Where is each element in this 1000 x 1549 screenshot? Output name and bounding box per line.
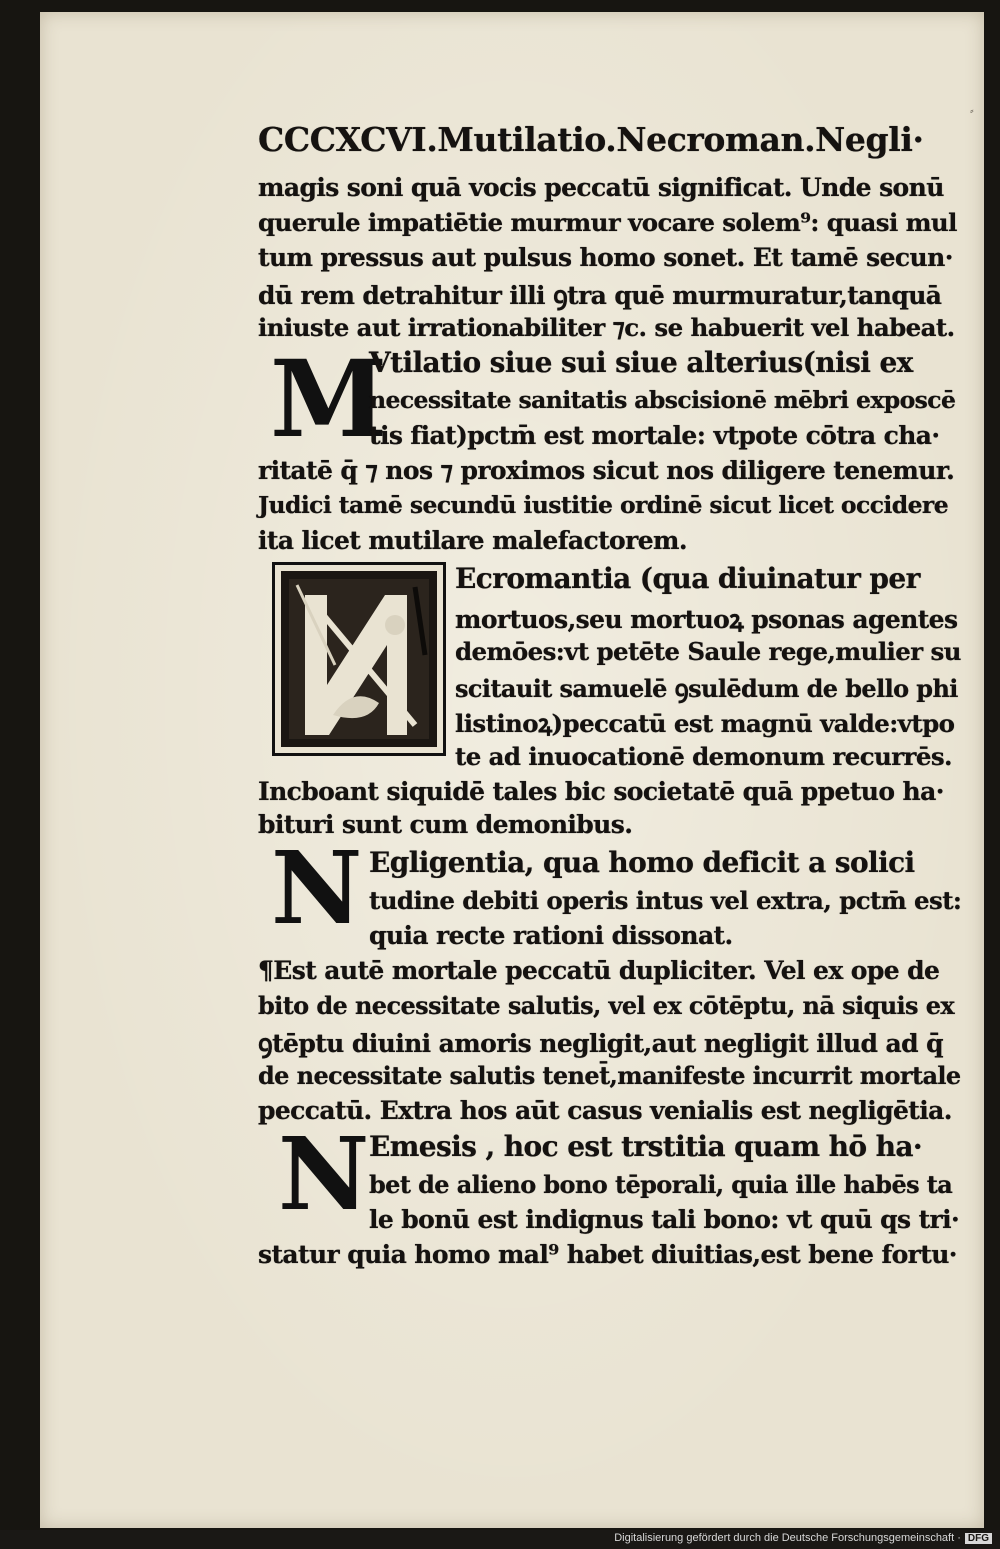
text-line: Incboant siquidē tales bic societatē quā ppetuo ha·	[258, 777, 944, 806]
text-line: bito de necessitate salutis, vel ex cōtēptu, nā siquis ex	[258, 991, 955, 1020]
text-line: bituri sunt cum demonibus.	[258, 810, 633, 839]
text-line: tis fiat)pctm̄ est mortale: vtpote cōtra cha·	[369, 421, 940, 450]
text-line: Emesis , hoc est trstitia quam hō ha·	[369, 1130, 923, 1163]
text-line: quia recte rationi dissonat.	[369, 921, 733, 950]
text-line: demōes:vt petēte Saule rege,mulier su	[455, 637, 961, 666]
text-line: necessitate sanitatis abscisionē mēbri exposcē	[369, 386, 956, 414]
marginal-mark: ⸗	[970, 104, 974, 117]
text-line: Ecromantia (qua diuinatur per	[455, 562, 920, 595]
credit-text: Digitalisierung gefördert durch die Deutsche Forschungsgemeinschaft ·	[614, 1532, 961, 1544]
dfg-logo: DFG	[965, 1533, 992, 1544]
woodcut-initial-n	[272, 562, 446, 756]
text-line: querule impatiētie murmur vocare solem⁹: quasi mul	[258, 208, 957, 237]
text-line: tum pressus aut pulsus homo sonet. Et tamē secun·	[258, 243, 953, 272]
text-line: tudine debiti operis intus vel extra, pctm̄ est:	[369, 886, 962, 915]
text-line: dū rem detrahitur illi ꝯtra quē murmuratur,tanquā	[258, 281, 942, 310]
text-line: ¶Est autē mortale peccatū dupliciter. Vel ex ope de	[258, 956, 940, 985]
text-line: le bonū est indignus tali bono: vt quū qs tri·	[369, 1205, 960, 1234]
text-line: Vtilatio siue sui siue alterius(nisi ex	[369, 346, 913, 379]
initial-capital-n: N	[278, 1115, 370, 1233]
text-line: ritatē q̄ ⁊ nos ⁊ proximos sicut nos diligere tenemur.	[258, 456, 955, 485]
page-heading: CCCXCVI.Mutilatio.Necroman.Negli·	[258, 120, 924, 159]
text-line: de necessitate salutis tenet̄,manifeste incurrit mortale	[258, 1061, 961, 1090]
woodcut-illustration-icon	[275, 565, 443, 753]
text-line: mortuos,seu mortuoꝝ psonas agentes	[455, 605, 958, 634]
digitization-credit	[614, 1532, 992, 1544]
text-line: bet de alieno bono tēporali, quia ille habēs ta	[369, 1170, 953, 1199]
text-line: te ad inuocationē demonum recurrēs.	[455, 742, 952, 771]
text-line: peccatū. Extra hos aūt casus venialis est negligētia.	[258, 1096, 952, 1125]
text-line: statur quia homo mal⁹ habet diuitias,est bene fortu·	[258, 1240, 957, 1269]
text-line: ita licet mutilare malefactorem.	[258, 526, 687, 555]
initial-capital-n: N	[271, 829, 363, 947]
text-line: listinoꝝ)peccatū est magnū valde:vtpo	[455, 709, 955, 738]
text-line: Judici tamē secundū iustitie ordinē sicut licet occidere	[258, 491, 949, 519]
text-line: Egligentia, qua homo deficit a solici	[369, 846, 915, 879]
text-line: scitauit samuelē ꝯsulēdum de bello phi	[455, 674, 958, 703]
initial-capital-m: M	[270, 336, 388, 461]
text-line: magis soni quā vocis peccatū significat. Unde sonū	[258, 173, 944, 202]
text-line: iniuste aut irrationabiliter ⁊c. se habuerit vel habeat.	[258, 313, 955, 342]
text-line: ꝯtēptu diuini amoris negligit,aut negligit illud ad q̄	[258, 1029, 943, 1058]
